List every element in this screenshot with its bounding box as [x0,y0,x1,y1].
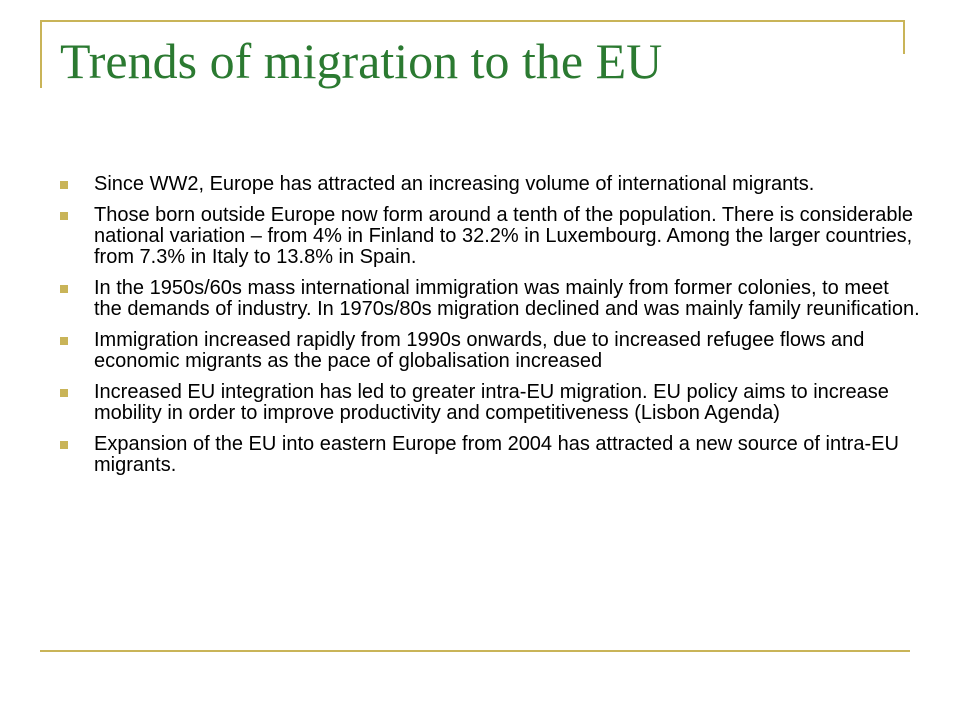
bullet-item [60,330,920,372]
frame-top-rule [40,20,905,22]
square-bullet-icon [60,285,68,293]
bullet-item [60,174,920,195]
bullet-text: In the 1950s/60s mass international immigration was mainly from former colonies, to meet the demands of industry. In 1970s/80s migration declined and was mainly family reunification. [94,277,920,320]
bullet-text: Those born outside Europe now form around a tenth of the population. There is considerable national variation – from 4% in Finland to 32.2% in Luxembourg. Among the larger countries, from 7.3% in Italy to 13.8% in Spain. [94,204,914,268]
bullet-text: Immigration increased rapidly from 1990s onwards, due to increased refugee flows and economic migrants as the pace of globalisation increased [94,329,865,372]
slide-title: Trends of migration to the EU [60,33,663,89]
bullet-item [60,382,920,424]
bullet-text: Since WW2, Europe has attracted an increasing volume of international migrants. [94,173,815,195]
square-bullet-icon [60,181,68,189]
square-bullet-icon [60,441,68,449]
bullet-list [60,174,920,486]
frame-bottom-rule [40,650,910,652]
bullet-text: Increased EU integration has led to greater intra-EU migration. EU policy aims to increase mobility in order to improve productivity and competitiveness (Lisbon Agenda) [94,381,889,424]
frame-right-rule [903,20,905,54]
square-bullet-icon [60,389,68,397]
bullet-item [60,205,920,268]
bullet-text: Expansion of the EU into eastern Europe from 2004 has attracted a new source of intra-EU migrants. [94,433,899,476]
bullet-item [60,434,920,476]
bullet-item [60,278,920,320]
square-bullet-icon [60,337,68,345]
frame-left-rule [40,20,42,88]
square-bullet-icon [60,212,68,220]
